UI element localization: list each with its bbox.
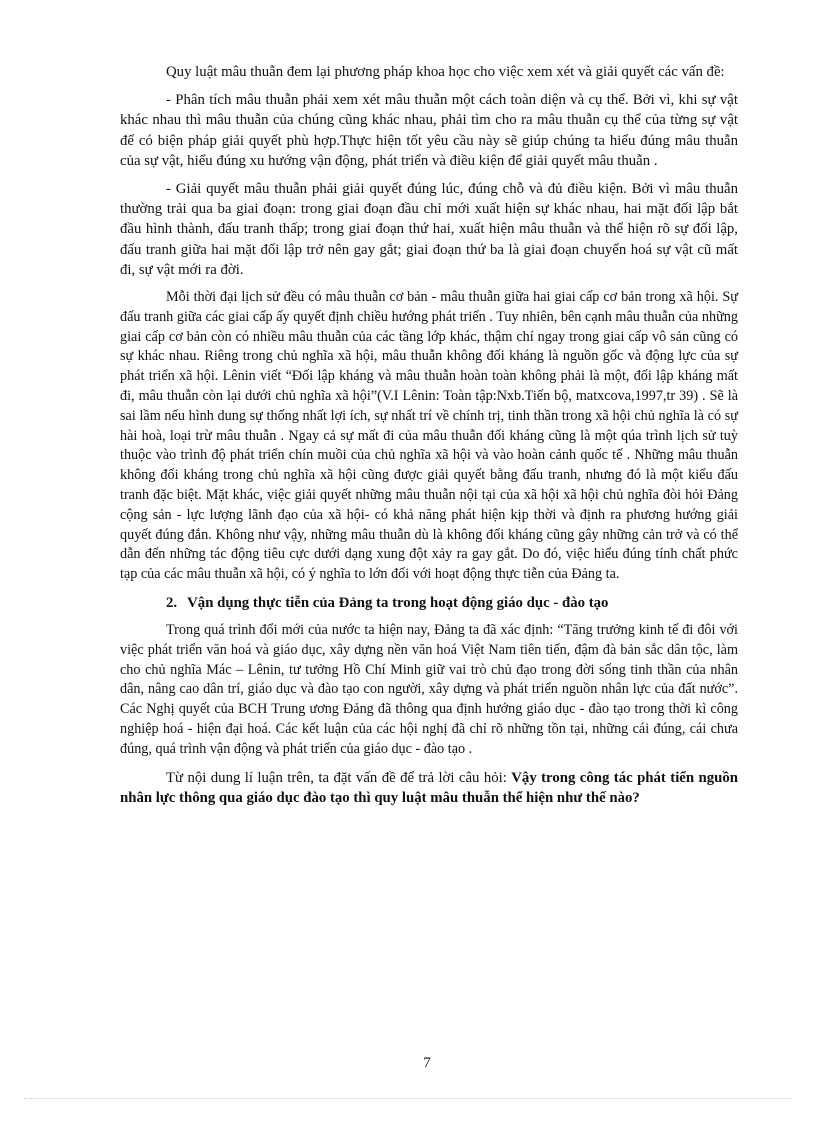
page-bottom-divider: [24, 1098, 792, 1099]
paragraph-intro: Quy luật mâu thuẫn đem lại phương pháp khoa học cho việc xem xét và giải quyết các vấn đề:: [166, 64, 725, 80]
section-number: 2.: [166, 594, 178, 611]
paragraph-resolution: - Giải quyết mâu thuẫn phải giải quyết đúng lúc, đúng chỗ và đủ điều kiện. Bởi vì mâu thuẫn thường trải qua ba giai đoạn: trong giai đoạn đầu chỉ mới xuất hiện sự khác nhau, hai mặt đối lập bắt đầu hình thành, đấu tranh thấp; trong giai đoạn thứ hai, xuất hiện mâu thuẫn và thể hiện rõ sự đối lập, đấu tranh giữa hai mặt đối lập trở nên gay gắt; giai đoạn thứ ba là giai đoạn chuyển hoá sự vật cũ mất đi, sự vật mới ra đời.: [120, 181, 738, 278]
question-lead: Từ nội dung lí luận trên, ta đặt vấn đề để trả lời câu hỏi:: [166, 769, 512, 786]
section-heading: [120, 593, 738, 613]
paragraph-question: [120, 768, 738, 808]
paragraph-historical-era: Mỗi thời đại lịch sử đều có mâu thuẫn cơ bản - mâu thuẫn giữa hai giai cấp cơ bản trong xã hội. Sự đấu tranh giữa các giai cấp ấy quyết định chiều hướng phát triển . Tuy nhiên, bên cạnh mâu thuẫn của những giai cấp cơ bản còn có nhiều mâu thuẫn của các tầng lớp khác, thậm chí ngay trong giai cấp vô sản cũng có sự khác nhau. Riêng trong chủ nghĩa xã hội, mâu thuẫn không đối kháng là nguồn gốc và động lực của sự phát triển xã hội. Lênin viết “Đối lập kháng và mâu thuẫn hoàn toàn không phải là một, đối lập kháng mất đi, mâu thuẫn còn lại dưới chủ nghĩa xã hội”(V.I Lênin: Toàn tập:Nxb.Tiến bộ, matxcova,1997,tr 39) . Sẽ là sai lầm nếu hình dung sự thống nhất lợi ích, sự nhất trí về chính trị, tinh thần trong xã hội chủ nghĩa là có sự hài hoà, loại trừ mâu thuẫn . Ngay cả sự mất đi của mâu thuẫn đối kháng cũng là một qúa trình lịch sử tuỳ thuộc vào trình độ phát triển chín muồi của chủ nghĩa xã hội và vào hoàn cảnh quốc tế . Những mâu thuẫn không đối kháng trong chủ nghĩa xã hội cũng được giải quyết bằng đấu tranh, nhưng đó là một kiểu đấu tranh đặc biệt. Mặt khác, việc giải quyết những mâu thuẫn nội tại của xã hội xã hội chủ nghĩa đòi hỏi Đảng cộng sản - lực lượng lãnh đạo của xã hội- có khả năng phát hiện kịp thời và định ra phương hướng giải quyết đúng đắn. Không như vậy, những mâu thuẫn dù là không đối kháng cũng gây những cản trở và có thể dẫn đến những tác động tiêu cực dưới dạng xung đột xảy ra gay gắt. Do đó, việc hiểu đúng tính chất phức tạp của các mâu thuẫn xã hội, có ý nghĩa to lớn đối với hoạt động thực tiễn của Đảng ta.: [120, 289, 738, 583]
section-title: Vận dụng thực tiễn của Đảng ta trong hoạt động giáo dục - đào tạo: [187, 594, 609, 611]
paragraph-analysis: - Phân tích mâu thuẫn phải xem xét mâu thuẫn một cách toàn diện và cụ thể. Bởi vì, khi sự vật khác nhau thì mâu thuẫn của chúng cũng khác nhau, phải tìm cho ra mâu thuẫn cụ thể của từng sự vật để có biện pháp giải quyết phù hợp.Thực hiện tốt yêu cầu này sẽ giúp chúng ta hiểu đúng mâu thuẫn của sự vật, hiểu đúng xu hướng vận động, phát triển và điều kiện để giải quyết mâu thuẫn .: [120, 92, 738, 169]
paragraph-renewal: Trong quá trình đổi mới của nước ta hiện nay, Đảng ta đã xác định: “Tăng trưởng kinh tế đi đôi với việc phát triển văn hoá và giáo dục, xây dựng nền văn hoá Việt Nam tiên tiến, đậm đà bản sắc dân tộc, làm cho chủ nghĩa Mác – Lênin, tư tưởng Hồ Chí Minh giữ vai trò chủ đạo trong đời sống tinh thần của nhân dân, nâng cao dân trí, giáo dục và đào tạo con người, xây dựng và phát triển nguồn nhân lực của đất nước”. Các Nghị quyết của BCH Trung ương Đảng đã thông qua định hướng giáo dục - đào tạo trong thời kì công nghiệp hoá - hiện đại hoá. Các kết luận của các hội nghị đã chỉ rõ những tồn tại, những cái đúng, cái chưa đúng, quá trình vận động và phát triển của giáo dục - đào tạo .: [120, 621, 738, 757]
question-bold: Vậy trong công tác phát tiển nguồn nhân lực thông qua giáo dục đào tạo thì quy luật mâu thuẫn thể hiện như thế nào?: [120, 769, 738, 806]
page-number: 7: [423, 1055, 431, 1071]
page-body: [120, 62, 738, 816]
